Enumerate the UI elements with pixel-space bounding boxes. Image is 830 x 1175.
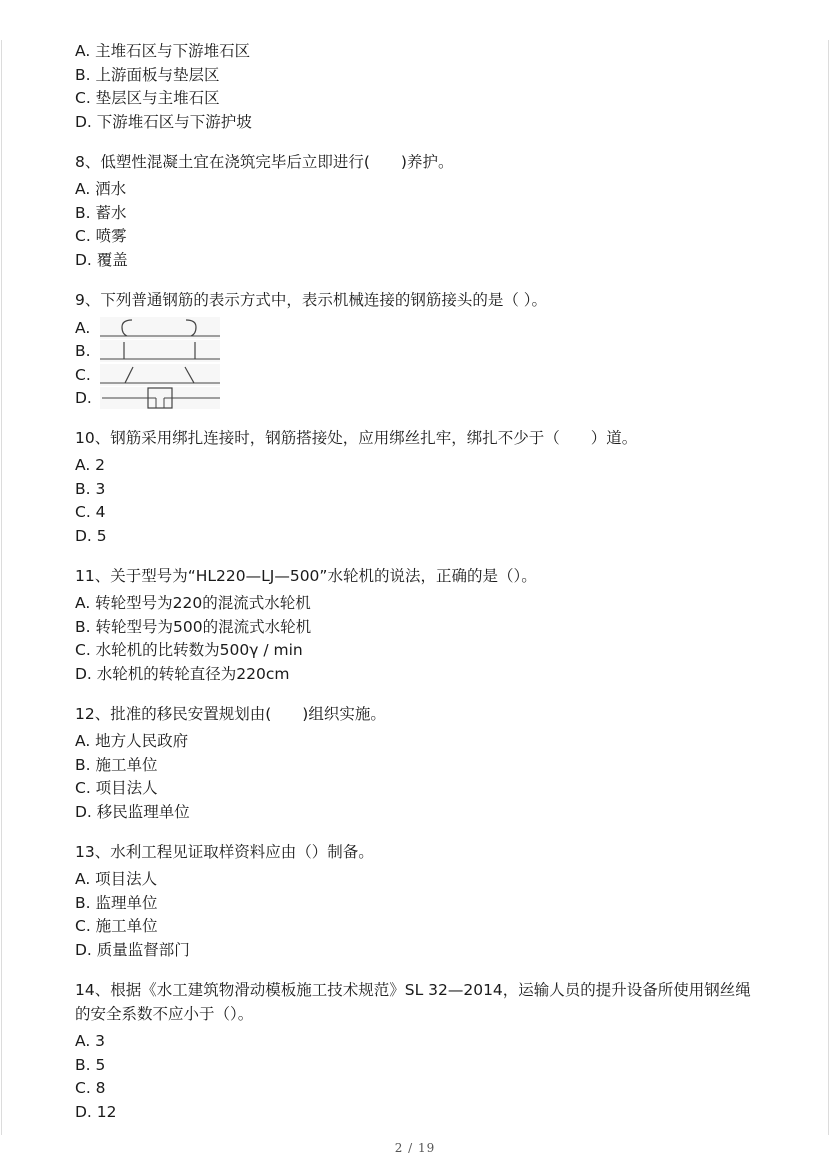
option-c: C. 垫层区与主堆石区 bbox=[75, 89, 220, 107]
rebar-straight-ends-icon bbox=[100, 340, 220, 362]
option-b bbox=[75, 340, 765, 364]
question-stem: 13、水利工程见证取样资料应由（）制备。 bbox=[75, 843, 374, 861]
option-b: B. 5 bbox=[75, 1055, 106, 1074]
page-left-edge bbox=[1, 40, 2, 1135]
option-label: A. bbox=[75, 318, 91, 337]
question-9 bbox=[75, 288, 765, 410]
option-a: A. 转轮型号为220的混流式水轮机 bbox=[75, 594, 311, 612]
option-d: D. 下游堆石区与下游护坡 bbox=[75, 112, 252, 131]
option-c: C. 施工单位 bbox=[75, 917, 158, 935]
option-b: B. 蓄水 bbox=[75, 203, 127, 222]
question-13 bbox=[75, 840, 765, 962]
rebar-hook-ends-icon bbox=[100, 317, 220, 339]
option-a: A. 地方人民政府 bbox=[75, 732, 189, 750]
option-a: A. 主堆石区与下游堆石区 bbox=[75, 42, 251, 60]
rebar-coupler-icon bbox=[100, 387, 220, 409]
page-number: 2 / 19 bbox=[394, 1141, 436, 1155]
document-page bbox=[75, 40, 765, 1140]
option-d: D. 12 bbox=[75, 1102, 117, 1121]
option-b: B. 上游面板与垫层区 bbox=[75, 65, 220, 84]
option-a bbox=[75, 316, 765, 340]
option-c: C. 喷雾 bbox=[75, 227, 127, 245]
question-11 bbox=[75, 564, 765, 686]
question-stem: 8、低塑性混凝土宜在浇筑完毕后立即进行( )养护。 bbox=[75, 153, 454, 171]
question-10 bbox=[75, 426, 765, 548]
option-b: B. 3 bbox=[75, 479, 106, 498]
option-a: A. 3 bbox=[75, 1032, 106, 1050]
option-c: C. 8 bbox=[75, 1079, 106, 1097]
option-c: C. 水轮机的比转数为500γ / min bbox=[75, 641, 303, 659]
option-b: B. 施工单位 bbox=[75, 755, 158, 774]
option-c: C. 项目法人 bbox=[75, 779, 158, 797]
option-d: D. 质量监督部门 bbox=[75, 940, 190, 959]
option-d: D. 5 bbox=[75, 526, 107, 545]
option-label: D. bbox=[75, 389, 92, 408]
option-a: A. 项目法人 bbox=[75, 870, 158, 888]
question-stem: 14、根据《水工建筑物滑动模板施工技术规范》SL 32—2014，运输人员的提升设备所使用钢丝绳的安全系数不应小于（）。 bbox=[75, 981, 751, 1023]
option-c: C. 4 bbox=[75, 503, 106, 521]
carryover-options bbox=[75, 40, 765, 134]
question-stem: 9、下列普通钢筋的表示方式中，表示机械连接的钢筋接头的是（ ）。 bbox=[75, 291, 548, 309]
option-c bbox=[75, 363, 765, 387]
rebar-bent-ends-icon bbox=[100, 364, 220, 386]
option-d: D. 覆盖 bbox=[75, 250, 128, 269]
question-12 bbox=[75, 702, 765, 824]
option-label: B. bbox=[75, 342, 91, 361]
option-d: D. 移民监理单位 bbox=[75, 802, 190, 821]
option-a: A. 洒水 bbox=[75, 180, 127, 198]
option-label: C. bbox=[75, 365, 91, 384]
question-8 bbox=[75, 150, 765, 272]
question-stem: 11、关于型号为“HL220—LJ—500”水轮机的说法，正确的是（）。 bbox=[75, 567, 537, 585]
option-d bbox=[75, 387, 765, 411]
question-stem: 12、批准的移民安置规划由( )组织实施。 bbox=[75, 705, 386, 723]
question-stem: 10、钢筋采用绑扎连接时，钢筋搭接处，应用绑丝扎牢，绑扎不少于（ ）道。 bbox=[75, 429, 638, 447]
option-d: D. 水轮机的转轮直径为220cm bbox=[75, 664, 290, 683]
option-b: B. 转轮型号为500的混流式水轮机 bbox=[75, 617, 312, 636]
option-b: B. 监理单位 bbox=[75, 893, 158, 912]
page-right-edge bbox=[828, 40, 829, 1135]
option-a: A. 2 bbox=[75, 456, 106, 474]
question-14 bbox=[75, 978, 765, 1124]
